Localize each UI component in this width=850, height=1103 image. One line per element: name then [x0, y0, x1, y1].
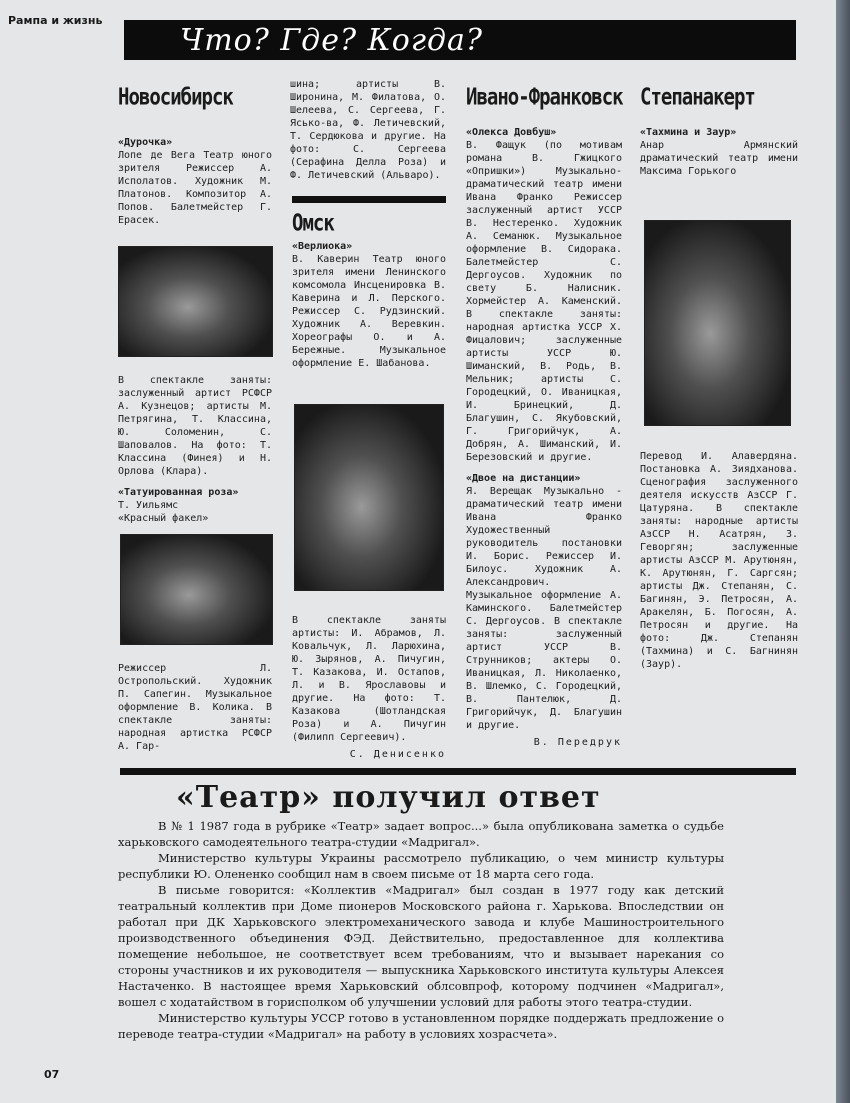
photo-durochka — [118, 246, 273, 357]
play-author: Т. Уильямс — [118, 500, 179, 511]
play-title: «Татуированная роза» — [118, 487, 239, 498]
photo-verlioka — [294, 404, 444, 591]
article-paragraph: Министерство культуры Украины рассмотрело публикацию, о чем министр культуры республики Ю. Олененко сообщил нам в своем письме от 18 марта сего года. — [118, 851, 724, 881]
caption-durochka — [118, 374, 272, 525]
column-rule — [292, 196, 446, 203]
city-heading-omsk: Омск — [292, 210, 334, 237]
play-theatre: «Красный факел» — [118, 513, 209, 524]
play-credits: В. Фащук (по мотивам романа В. Гжицкого «Опришки») Музыкально- драматический театр имени Ивана Франко Режиссер заслуженный артист УССР В. Нестеренко. Художник А. Семанюк. Музыкальное оформление В. Сидорака. Балетмейстер С. Дергоусов. Художник по свету Б. Налисник. Хормейстер А. Каменский. В спектакле заняты: народная артистка УССР Х. Фицалович; заслуженные артисты УССР Ю. Шиманский, В. Родь, В. Мельник; артисты С. Городецкий, О. Иваницкая, И. Бринецкий, Д. Благушин, С. Якубовский, Г. Григорийчук, А. Добрян, А. Шиманский, И. Березовский и другие. — [466, 140, 622, 463]
article-omsk — [292, 240, 446, 370]
city-heading-stepanakert: Степанакерт — [640, 84, 755, 111]
caption-tahmina-and-zaur — [640, 450, 798, 671]
play-title: «Дурочка» — [118, 137, 173, 148]
caption-text: В спектакле заняты: заслуженный артист РСФСР А. Кузнецов; артисты М. Петрягина, Т. Классина, Ю. Соломенин, С. Шаповалов. На фото: Т. Классина (Финея) и Н. Орлова (Клара). — [118, 375, 272, 477]
article-paragraph: В письме говорится: «Коллектив «Мадригал» был создан в 1977 году как детский театральный коллектив при Доме пионеров Московского района г. Харькова. Впоследствии он работал при ДК Харьковского электромеханического завода и клубе Машиностроительного производственного объединения ФЭД. Действительно, предоставленное для коллектива помещение небольшое, не соответствует всем требованиям, что и вызывает нарекания со стороны участников и их руководителя — выпускника Харьковского института культуры Алексея Настаченко. В настоящее время Харьковский облсовпроф, которому подчинен «Мадригал», вошел с ходатайством в горисполком об улучшении условий для работы этого театра-студии. — [118, 883, 724, 1009]
photo-tattooed-rose — [120, 534, 273, 645]
play-title: «Тахмина и Заур» — [640, 127, 737, 138]
photo-tahmina-and-zaur — [644, 220, 791, 426]
rubric-banner — [124, 20, 796, 60]
article-novosibirsk-continued — [290, 78, 446, 182]
city-heading-novosibirsk: Новосибирск — [118, 84, 233, 111]
section-divider — [120, 768, 796, 775]
play-credits: Лопе де Вега Театр юного зрителя Режиссер А. Исполатов. Художник М. Платонов. Композитор А. Попов. Балетмейстер Г. Ерасек. — [118, 150, 272, 226]
play-title: «Олекса Довбуш» — [466, 127, 557, 138]
caption-verlioka — [292, 614, 446, 761]
article-paragraph: Министерство культуры УССР готово в установленном порядке поддержать предложение о переводе театра-студии «Мадригал» на работу в условиях хозрасчета». — [118, 1011, 724, 1041]
article-ivano-frankovsk — [466, 126, 622, 749]
caption-tattooed-rose — [118, 662, 272, 753]
article-paragraph: В № 1 1987 года в рубрике «Театр» задает вопрос...» была опубликована заметка о судьбе харьковского самодеятельного театра-студии «Мадригал». — [118, 819, 724, 849]
article-novosibirsk-1 — [118, 136, 272, 227]
play-credits: Я. Верещак Музыкально - драматический театр имени Ивана Франко Художественный руководитель постановки И. Борис. Режиссер И. Билоус. Художник А. Александрович. Музыкальное оформление А. Каминского. Балетмейстер С. Дергоусов. В спектакле заняты: заслуженный артист УССР В. Струнников; актеры О. Иваницкая, Л. Николаенко, В. Шлемко, С. Городецкий, В. Пантелюк, Д. Григорийчук, Д. Благушин и другие. — [466, 486, 622, 731]
author-signature: В. Передрук — [533, 737, 622, 748]
article-title: «Театр» получил ответ — [176, 780, 601, 815]
article-stepanakert — [640, 126, 798, 178]
caption-text: Режиссер Л. Остропольский. Художник П. Сапегин. Музыкальное оформление В. Колика. В спектакле заняты: народная артистка РСФСР А. Гар- — [118, 663, 272, 752]
play-credits: Анар Армянский драматический театр имени Максима Горького — [640, 140, 798, 177]
article-body — [118, 818, 724, 1042]
play-title: «Двое на дистанции» — [466, 473, 581, 484]
page-number: 07 — [44, 1068, 60, 1081]
city-heading-ivano-frankovsk: Ивано-Франковск — [466, 84, 623, 111]
caption-text: В спектакле заняты артисты: И. Абрамов, Л. Ковальчук, Л. Ларюхина, Ю. Зырянов, А. Пичугин, Т. Казакова, И. Остапов, Л. и В. Ярославовы и другие. На фото: Т. Казакова (Шотландская Роза) и А. Пичугин (Филипп Сергеевич). — [292, 615, 446, 743]
binding-edge — [836, 0, 850, 1103]
play-credits: В. Каверин Театр юного зрителя имени Ленинского комсомола Инсценировка В. Каверина и Л. Перского. Режиссер С. Рудзинский. Художник А. Веревкин. Хореографы О. и А. Бережные. Музыкальное оформление Е. Шабанова. — [292, 254, 446, 369]
rubric-title: Что? Где? Когда? — [180, 23, 483, 58]
caption-text: Перевод И. Алавердяна. Постановка А. Зиядханова. Сценография заслуженного деятеля искусств АзССР Г. Цатуряна. В спектакле заняты: народные артисты АзССР Н. Асатрян, З. Геворгян; заслуженные артисты АзССР М. Арутюнян, К. Арутюнян, Г. Саргсян; артисты Дж. Степанян, С. Багинян, Э. Петросян, А. Аракелян, Б. Погосян, А. Петросян и другие. На фото: Дж. Степанян (Тахмина) и С. Багнинян (Заур). — [640, 451, 798, 670]
continued-text: шина; артисты В. Широнина, М. Филатова, О. Шелеева, С. Сергеева, Г. Ясько-ва, Ф. Летичевский, Т. Сердюкова и другие. На фото: С. Сергеева (Серафина Делла Роза) и Ф. Летичевский (Альваро). — [290, 79, 446, 181]
running-head: Рампа и жизнь — [8, 14, 103, 27]
play-title: «Верлиока» — [292, 241, 353, 252]
author-signature: С. Денисенко — [349, 749, 446, 760]
